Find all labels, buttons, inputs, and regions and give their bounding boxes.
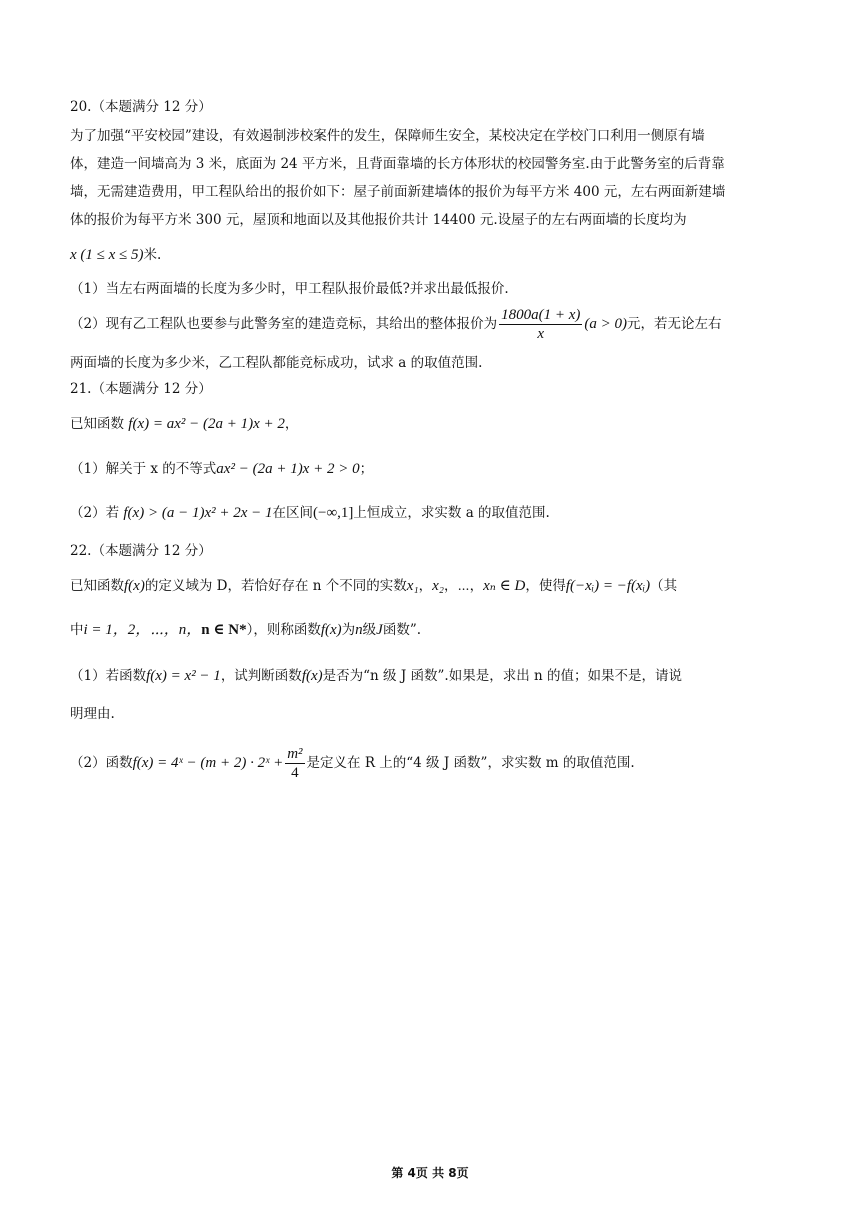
q22-part-2-fraction: $\frac{\text{m²}}{4}$ (287, 746, 303, 781)
q20-part-2-line-2: 两面墙的长度为多少米，乙工程队都能竞标成功，试求 a 的取值范围. (70, 355, 483, 371)
q20-range-line (70, 242, 790, 268)
q21-function-expr: f(x) = ax² − (2a + 1)x + 2 (128, 416, 285, 432)
q20-stem-line-3: 墙，无需建造费用，甲工程队给出的报价如下：屋子前面新建墙体的报价为每平方米 400 元，左右两面新建墙 (70, 184, 726, 200)
q20-range-unit: 米. (143, 247, 162, 263)
q21-part-2-expr: f(x) > (a − 1)x² + 2x − 1 (123, 505, 273, 521)
q22-part-1-expr: f(x) = x² − 1 (146, 668, 221, 684)
q20-part-2-condition: (a > 0) (584, 316, 627, 332)
q22-part-2: （2）函数f(x) = 4ˣ − (m + 2) · 2ˣ + $\frac{\text{m²}}{4}$ 是定义在 R 上的“4 级 J 函数”，求实数 m 的取值范围. (70, 746, 635, 781)
q20-stem-line-4: 体的报价为每平方米 300 元，屋顶和地面以及其他报价共计 14400 元.设屋子的左右两面墙的长度均为 (70, 212, 687, 228)
q22-header: 22.（本题满分 12 分） (70, 543, 212, 559)
q20-range-expr: x (1 ≤ x ≤ 5) (70, 247, 144, 263)
q22-definition-line-1: 已知函数f(x)的定义域为 D，若恰好存在 n 个不同的实数x₁，x₂，⋯，xₙ ∈ D，使得f(−xᵢ) = −f(xᵢ)（其 (70, 578, 678, 594)
q22-definition-line-2: 中i = 1，2，⋯，n，n ∈ N*），则称函数f(x)为n级J函数”. (70, 622, 422, 638)
q21-part-1: （1）解关于 x 的不等式ax² − (2a + 1)x + 2 > 0； (70, 461, 374, 477)
q21-given: 已知函数 f(x) = ax² − (2a + 1)x + 2， (70, 416, 299, 432)
q22-odd-condition: f(−xᵢ) = −f(xᵢ) (565, 578, 651, 594)
q21-interval: (−∞,1] (313, 505, 354, 521)
q22-part-1-line-2: 明理由. (70, 706, 115, 722)
q20-part-2-fraction: $\frac{1800a(1 + x)}{x}$ (501, 307, 581, 342)
page-footer: 第 4页 共 8页 (391, 1166, 469, 1180)
q22-part-1-line-1: （1）若函数f(x) = x² − 1，试判断函数f(x)是否为“n 级 J 函数”.如果是，求出 n 的值；如果不是，请说 (70, 668, 682, 684)
q20-stem-line-2: 体，建造一间墙高为 3 米，底面为 24 平方米，且背面靠墙的长方体形状的校园警务室.由于此警务室的后背靠 (70, 156, 725, 172)
q20-header: 20.（本题满分 12 分） (70, 99, 212, 115)
q20-stem-line-1: 为了加强“平安校园”建设，有效遏制涉校案件的发生，保障师生安全，某校决定在学校门口利用一侧原有墙 (70, 128, 705, 144)
q21-header: 21.（本题满分 12 分） (70, 381, 212, 397)
q21-inequality-expr: ax² − (2a + 1)x + 2 > 0 (216, 461, 360, 477)
q21-part-2: （2）若 f(x) > (a − 1)x² + 2x − 1在区间(−∞,1]上恒成立，求实数 a 的取值范围. (70, 505, 550, 521)
q20-part-1: （1）当左右两面墙的长度为多少时，甲工程队报价最低?并求出最低报价. (70, 281, 509, 297)
q22-part-2-expr: f(x) = 4ˣ − (m + 2) · 2ˣ + (132, 755, 284, 771)
q20-part-2-line-1: （2）现有乙工程队也要参与此警务室的建造竞标，其给出的整体报价为 $\frac{1800a(1 + x)}{x}$ (a > 0)元，若无论左右 (70, 307, 722, 342)
